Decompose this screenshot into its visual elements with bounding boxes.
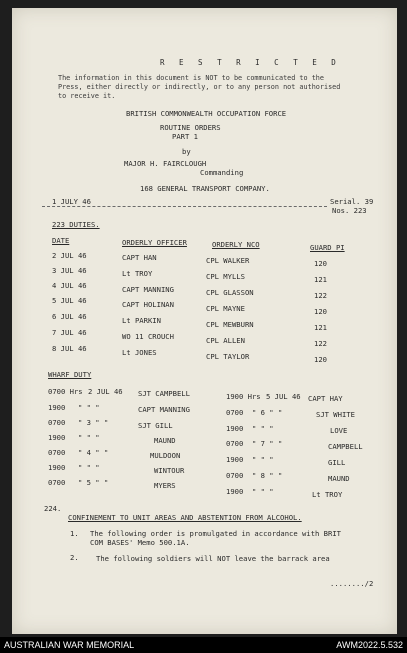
- duty-nco: CPL GLASSON: [206, 288, 254, 297]
- wharf-day: " " ": [252, 424, 274, 433]
- duty-officer: Lt PARKIN: [122, 316, 161, 325]
- wharf-day: " " ": [252, 487, 274, 496]
- continuation-marker: ......../2: [330, 579, 374, 588]
- wharf-time: 0700: [226, 408, 244, 417]
- wharf-time: 0700: [226, 471, 244, 480]
- wharf-day: " 3 " ": [78, 418, 109, 427]
- duty-guard: 120: [314, 259, 327, 268]
- wharf-name: LOVE: [330, 426, 348, 435]
- duty-guard: 121: [314, 275, 327, 284]
- duty-nco: CPL MYLLS: [206, 272, 245, 281]
- duty-officer: WO 11 CROUCH: [122, 332, 174, 341]
- wharf-time: 1900: [48, 433, 66, 442]
- wharf-time: 0700: [48, 478, 66, 487]
- orders-title: ROUTINE ORDERS: [160, 123, 221, 132]
- force-name: BRITISH COMMONWEALTH OCCUPATION FORCE: [126, 109, 287, 118]
- classification-heading: R E S T R I C T E D: [160, 58, 341, 67]
- wharf-name: CAMPBELL: [328, 442, 363, 451]
- commanding-role: Commanding: [200, 168, 244, 177]
- wharf-name: CAPT HAY: [308, 394, 343, 403]
- wharf-day: " 6 " ": [252, 408, 283, 417]
- wharf-name: SJT CAMPBELL: [138, 389, 190, 398]
- duty-date: 8 JUL 46: [52, 344, 87, 353]
- duty-nco: CPL MEWBURN: [206, 320, 254, 329]
- duty-officer: CAPT HOLINAN: [122, 300, 174, 309]
- by-label: by: [182, 147, 191, 156]
- wharf-day: 5 JUL 46: [266, 392, 301, 401]
- duty-guard: 121: [314, 323, 327, 332]
- commanding-officer: MAJOR H. FAIRCLOUGH: [124, 159, 207, 168]
- duty-nco: CPL MAYNE: [206, 304, 245, 313]
- wharf-day: " 8 " ": [252, 471, 283, 480]
- wharf-day: " 7 " ": [252, 439, 283, 448]
- duty-officer: CAPT HAN: [122, 253, 157, 262]
- wharf-time: 1900: [48, 463, 66, 472]
- wharf-time: 1900 Hrs: [226, 392, 261, 401]
- notice-line-1: The information in this document is NOT to be communicated to the: [58, 74, 324, 82]
- serial-number: Serial. 39: [330, 197, 374, 206]
- duty-date: 2 JUL 46: [52, 251, 87, 260]
- wharf-day: " " ": [78, 403, 100, 412]
- duty-date: 6 JUL 46: [52, 312, 87, 321]
- wharf-name: WINTOUR: [154, 466, 185, 475]
- section-224-number: 224.: [44, 504, 62, 513]
- duty-nco: CPL ALLEN: [206, 336, 245, 345]
- wharf-time: 0700: [48, 448, 66, 457]
- item-1-number: 1.: [70, 529, 79, 538]
- document-page: [12, 8, 397, 634]
- item-1-line-2: COM BASES' Memo 500.1A.: [90, 538, 190, 547]
- wharf-name: MAUND: [154, 436, 176, 445]
- unit-name: 168 GENERAL TRANSPORT COMPANY.: [140, 184, 270, 193]
- wharf-day: " " ": [252, 455, 274, 464]
- archive-caption-bar: [0, 637, 407, 653]
- wharf-day: " 4 " ": [78, 448, 109, 457]
- duties-col-officer: ORDERLY OFFICER: [122, 238, 187, 247]
- wharf-day: " " ": [78, 463, 100, 472]
- duty-officer: Lt TROY: [122, 269, 153, 278]
- wharf-time: 1900: [226, 455, 244, 464]
- order-date: 1 JULY 46: [52, 197, 91, 206]
- wharf-name: CAPT MANNING: [138, 405, 190, 414]
- notice-line-2: Press, either directly or indirectly, or to any person not authorised: [58, 83, 341, 91]
- wharf-name: MAUND: [328, 474, 350, 483]
- wharf-name: GILL: [328, 458, 346, 467]
- notice-line-3: to receive it.: [58, 92, 116, 100]
- item-1-line-1: The following order is promulgated in accordance with BRIT: [90, 529, 341, 538]
- wharf-name: SJT WHITE: [316, 410, 355, 419]
- wharf-name: MYERS: [154, 481, 176, 490]
- duty-nco: CPL WALKER: [206, 256, 250, 265]
- archive-reference: AWM2022.5.532: [336, 640, 403, 650]
- item-2-number: 2.: [70, 553, 79, 562]
- wharf-day: 2 JUL 46: [88, 387, 123, 396]
- duty-guard: 122: [314, 339, 327, 348]
- wharf-time: 0700: [226, 439, 244, 448]
- wharf-name: MULDOON: [150, 451, 181, 460]
- wharf-day: " " ": [78, 433, 100, 442]
- wharf-duty-heading: WHARF DUTY: [48, 370, 92, 379]
- wharf-name: SJT GILL: [138, 421, 173, 430]
- duties-col-nco: ORDERLY NCO: [212, 240, 260, 249]
- duty-guard: 120: [314, 355, 327, 364]
- duty-guard: 120: [314, 307, 327, 316]
- header-rule: [42, 206, 327, 207]
- order-numbers: Nos. 223: [332, 206, 367, 215]
- duty-date: 3 JUL 46: [52, 266, 87, 275]
- wharf-time: 0700: [48, 418, 66, 427]
- duty-officer: CAPT MANNING: [122, 285, 174, 294]
- wharf-time: 0700 Hrs: [48, 387, 83, 396]
- section-224-heading: CONFINEMENT TO UNIT AREAS AND ABSTENTION FROM ALCOHOL.: [68, 513, 302, 522]
- duties-heading: 223 DUTIES.: [52, 220, 100, 229]
- duties-col-guard: GUARD PI: [310, 243, 345, 252]
- item-2-line-1: The following soldiers will NOT leave the barrack area: [96, 554, 330, 563]
- duty-officer: Lt JONES: [122, 348, 157, 357]
- duty-date: 7 JUL 46: [52, 328, 87, 337]
- wharf-time: 1900: [226, 487, 244, 496]
- wharf-time: 1900: [226, 424, 244, 433]
- duty-date: 4 JUL 46: [52, 281, 87, 290]
- orders-part: PART 1: [172, 132, 198, 141]
- duty-nco: CPL TAYLOR: [206, 352, 250, 361]
- archive-name: AUSTRALIAN WAR MEMORIAL: [4, 640, 135, 650]
- duty-date: 5 JUL 46: [52, 296, 87, 305]
- wharf-time: 1900: [48, 403, 66, 412]
- wharf-day: " 5 " ": [78, 478, 109, 487]
- wharf-name: Lt TROY: [312, 490, 343, 499]
- duty-guard: 122: [314, 291, 327, 300]
- duties-col-date: DATE: [52, 236, 70, 245]
